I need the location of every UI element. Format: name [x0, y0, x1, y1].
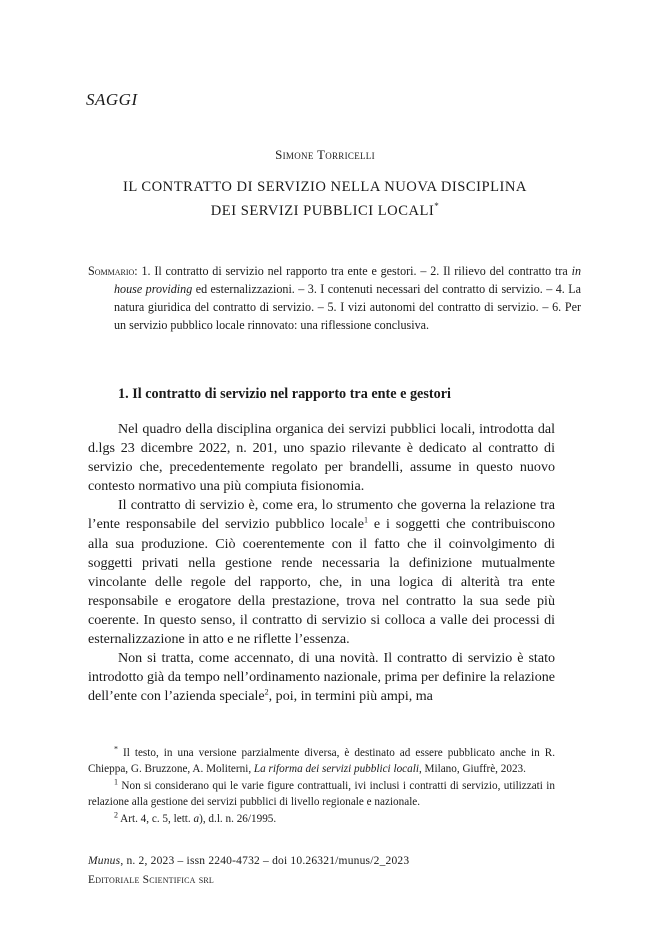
paragraph-1: Nel quadro della disciplina organica dei servizi pubblici locali, introdotta dal d.lgs 23 dicembre 2022, n. 201, uno spazio rilevante è dedicato al contratto di servizio che, precedentemente regolato per brandelli, assume in questo nuovo contesto normativo una più compiuta fisionomia.: [88, 421, 555, 495]
footnote-1: [88, 779, 555, 810]
summary-text-1: 1. Il contratto di servizio nel rapporto tra ente e gestori. – 2. Il rilievo del contratto tra: [137, 264, 572, 278]
journal-citation: [88, 852, 409, 871]
title-line-1: IL CONTRATTO DI SERVIZIO NELLA NUOVA DISCIPLINA: [123, 179, 527, 195]
footnotes: [88, 746, 555, 830]
paragraph-3-text-b: , poi, in termini più ampi, ma: [268, 688, 433, 705]
footnote-mark: 2: [114, 810, 118, 820]
title-line-2: DEI SERVIZI PUBBLICI LOCALI: [210, 202, 435, 219]
footnote-text: Il testo, in una versione parzialmente diversa, è destinato ad essere pubblicato anche in R. Chieppa, G. Bruzzone, A. Moliterni,: [88, 747, 555, 775]
section-label: SAGGI: [86, 90, 138, 109]
article-title: [60, 178, 590, 221]
author-name: Simone Torricelli: [275, 147, 375, 162]
footnote-text-end: , Milano, Giuffrè, 2023.: [418, 762, 526, 775]
footnote-mark: *: [114, 744, 118, 754]
summary-text-2: ed esternalizzazioni. – 3. I contenuti necessari del contratto di servizio. – 4. La natura giuridica del contratto di servizio. – 5. I vizi autonomi del contratto di servizio. – 6. Per un servizio pubblico locale rinnovato: una riflessione conclusiva.: [114, 282, 581, 332]
paragraph-3: [88, 649, 555, 706]
paragraph-2: [88, 496, 555, 649]
summary-italic: in house providing: [114, 264, 581, 296]
footnote-mark: 1: [114, 777, 118, 787]
journal-name: Munus: [88, 855, 121, 867]
summary: [88, 262, 581, 334]
footnote-2: [88, 812, 555, 828]
title-footnote-marker: *: [434, 201, 440, 211]
summary-label: Sommario:: [88, 264, 138, 278]
footnote-italic: La riforma dei servizi pubblici locali: [253, 762, 419, 775]
body-text: [88, 420, 555, 706]
footnote-text: Art. 4, c. 5, lett.: [118, 813, 194, 826]
paragraph-2-text-b: e i soggetti che contribuiscono alla sua produzione. Ciò coerentemente con il fatto che il coinvolgimento di soggetti privati nella gestione rende necessaria la definizione mutualmente vincolante delle regole del rapporto, che, in una logica di alterità tra ente responsabile e erogatore della prestazione, trova nel contratto la sua sede più coerente. In questo senso, il contratto di servizio si colloca a valle dei processi di esternalizzazione in atto e ne riflette l’essenza.: [88, 516, 555, 648]
paragraph-3-text-a: Non si tratta, come accennato, di una novità. Il contratto di servizio è stato introdotto già da tempo nell’ordinamento nazionale, prima per definire la relazione dell’ente con l’azienda speciale: [88, 650, 555, 705]
journal-issue: , n. 2, 2023 – issn 2240-4732 – doi 10.26321/munus/2_2023: [120, 855, 410, 867]
imprint: [88, 852, 409, 890]
footnote-star: [88, 746, 555, 777]
paragraph-2-text-a: Il contratto di servizio è, come era, lo strumento che governa la relazione tra l’ente responsabile del servizio pubblico locale: [88, 497, 555, 533]
footnote-ref-1: 1: [363, 515, 368, 525]
publisher: Editoriale Scientifica srl: [88, 874, 214, 886]
footnote-ref-2: 2: [264, 687, 269, 697]
section-heading: 1. Il contratto di servizio nel rapporto tra ente e gestori: [118, 386, 451, 402]
footnote-italic: a: [193, 813, 200, 826]
footnote-text: Non si considerano qui le varie figure contrattuali, ivi inclusi i contratti di servizio, utilizzati in relazione alla gestione dei servizi pubblici di livello regionale e nazionale.: [88, 780, 555, 808]
footnote-text-end: ), d.l. n. 26/1995.: [199, 813, 277, 826]
